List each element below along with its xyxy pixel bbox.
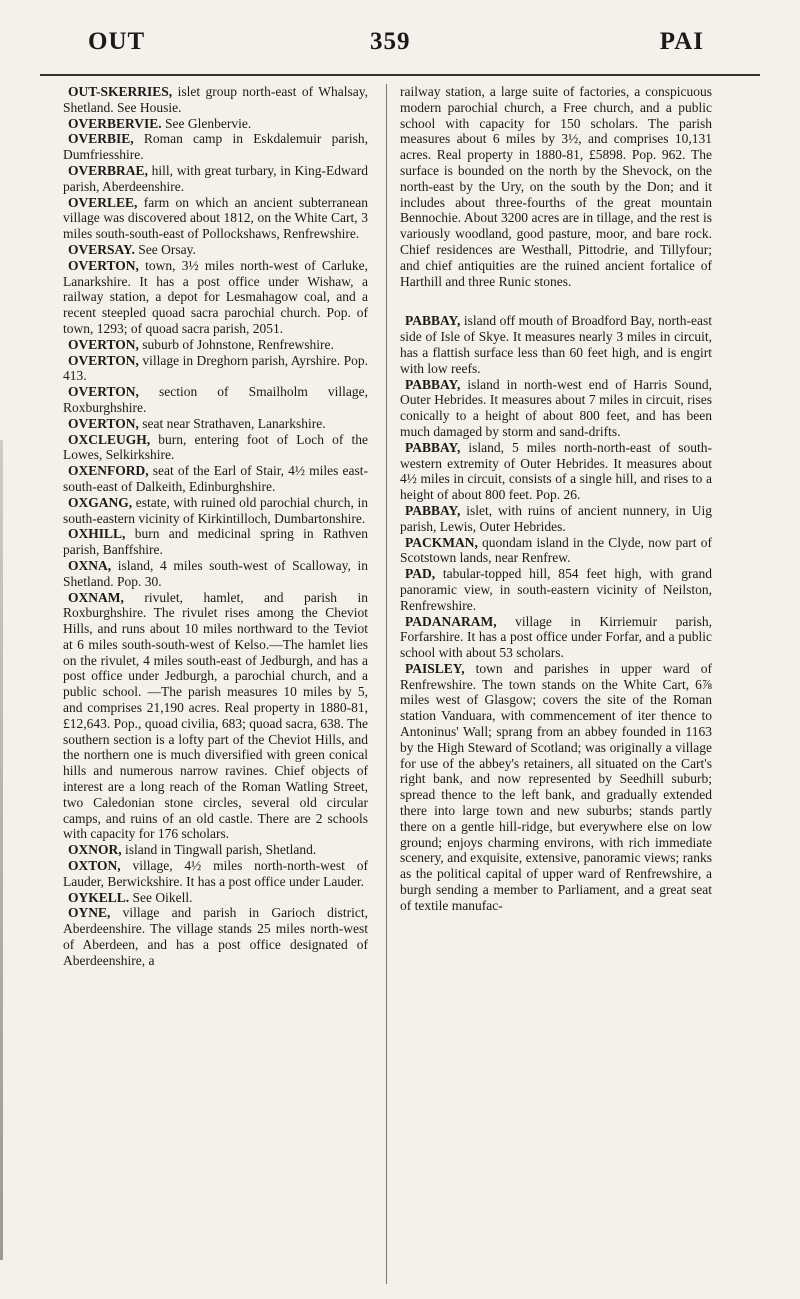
right-column-p-entries xyxy=(400,313,712,913)
entry-text: village in Dreghorn parish, Ayrshire. Pop. 413. xyxy=(63,352,368,384)
entry-text: burn and medicinal spring in Rathven parish, Banffshire. xyxy=(63,526,368,558)
gazetteer-entry xyxy=(63,858,368,890)
entry-text: See Orsay. xyxy=(134,241,196,257)
entry-headword: OVERTON, xyxy=(68,352,139,368)
entry-text: farm on which an ancient subterranean village was discovered about 1812, on the White Cart, 3 miles south-south-east of Pollockshaws, Renfrewshire. xyxy=(63,194,368,242)
entry-text: islet, with ruins of ancient nunnery, in Uig parish, Lewis, Outer Hebrides. xyxy=(400,502,712,534)
gazetteer-entry xyxy=(400,614,712,661)
entry-headword: PABBAY, xyxy=(405,313,461,329)
page-number: 359 xyxy=(370,28,411,55)
entry-text: islet group north-east of Whalsay, Shetland. See Housie. xyxy=(63,84,368,115)
entry-text: island, 4 miles south-west of Scalloway, in Shetland. Pop. 30. xyxy=(63,557,368,589)
gazetteer-entry xyxy=(400,566,712,613)
column-divider xyxy=(386,84,387,1284)
entry-headword: OXTON, xyxy=(68,858,121,874)
gazetteer-entry xyxy=(63,905,368,968)
gazetteer-entry xyxy=(63,84,368,116)
entry-text: rivulet, hamlet, and parish in Roxburghshire. The rivulet rises among the Cheviot Hills, and runs about 10 miles northward to the Teviot at 6 miles south-south-west of Kelso.—The hamlet lies on the rivulet, 4 miles south-east of Jedburgh, and has a post office under Jedburgh, a parochial church, and a public school. —The parish measures 10 miles by 5, and comprises 21,190 acres. Real property in 1880-81, £12,643. Pop., quoad civilia, 683; quoad sacra, 638. The southern section is a lofty part of the Cheviot Hills, and the northern one is much diversified with green conical hills and numerous narrow ravines. Chief objects of interest are a long reach of the Roman Watling Street, two Caledonian stone circles, several old circular camps, and ruins of an old castle. There are 2 schools with capacity for 176 scholars. xyxy=(63,589,368,842)
header-rule xyxy=(40,74,760,76)
gazetteer-entry xyxy=(63,526,368,558)
gazetteer-entry xyxy=(63,384,368,416)
gazetteer-entry xyxy=(63,163,368,195)
entry-headword: OVERBERVIE. xyxy=(68,115,162,131)
gazetteer-entry xyxy=(400,661,712,914)
entry-text: island off mouth of Broadford Bay, north-east side of Isle of Skye. It measures nearly 3 miles in circuit, has a flattish surface less than 60 feet high, and is engirt with low reefs. xyxy=(400,313,712,376)
gazetteer-entry xyxy=(63,258,368,337)
gazetteer-entry xyxy=(63,463,368,495)
entry-headword: OXGANG, xyxy=(68,494,133,510)
gazetteer-entry xyxy=(63,842,368,858)
entry-text: village and parish in Garioch district, Aberdeenshire. The village stands 25 miles north-west of Aberdeen, and has a post office designated of Aberdeenshire, a xyxy=(63,905,368,968)
gazetteer-entry xyxy=(63,116,368,132)
entry-headword: OVERTON, xyxy=(68,384,139,400)
gazetteer-entry xyxy=(400,313,712,376)
entry-text: section of Smailholm village, Roxburghshire. xyxy=(63,384,368,415)
entry-text: Roman camp in Eskdalemuir parish, Dumfriesshire. xyxy=(63,131,368,163)
entry-text: seat near Strathaven, Lanarkshire. xyxy=(138,415,326,431)
gazetteer-entry xyxy=(400,535,712,567)
entry-headword: OXNAM, xyxy=(68,589,124,605)
page-edge-shadow xyxy=(0,440,3,1260)
entry-headword: PABBAY, xyxy=(405,376,461,392)
entry-headword: OYNE, xyxy=(68,905,111,921)
entry-text: island in Tingwall parish, Shetland. xyxy=(121,842,317,858)
entry-headword: OVERTON, xyxy=(68,336,139,352)
entry-text: hill, with great turbary, in King-Edward parish, Aberdeenshire. xyxy=(63,162,368,194)
gazetteer-entry xyxy=(63,353,368,385)
entry-headword: OXENFORD, xyxy=(68,463,149,479)
entry-headword: OVERLEE, xyxy=(68,194,138,210)
gazetteer-entry xyxy=(400,440,712,503)
entry-headword: OVERTON, xyxy=(68,415,139,431)
entry-text: See Glenbervie. xyxy=(161,115,252,131)
entry-headword: OVERBIE, xyxy=(68,131,134,147)
header-left-word: OUT xyxy=(88,28,146,55)
entry-headword: OXNA, xyxy=(68,557,112,573)
left-column xyxy=(63,84,368,969)
entry-headword: OVERSAY. xyxy=(68,241,135,257)
gazetteer-entry xyxy=(63,416,368,432)
running-header xyxy=(0,28,800,62)
entry-text: burn, entering foot of Loch of the Lowes, Selkirkshire. xyxy=(63,431,368,463)
entry-text: seat of the Earl of Stair, 4½ miles east-south-east of Dalkeith, Edinburghshire. xyxy=(63,463,368,494)
entry-text: See Oikell. xyxy=(129,889,193,905)
entry-text: town and parishes in upper ward of Renfrewshire. The town stands on the White Cart, 6⅞ miles west of Glasgow; covers the site of the Roman station Vanduara, with commencement of iter thence to Antoninus' Wall; sprang from an abbey founded in 1163 by the High Steward of Scotland; was originally a village for use of the abbey's retainers, all situated on the Cart's right bank, and now represented by Seedhill suburb; spread thence to the left bank, and gradually extended there into large town and new suburbs; stands partly there on a gentle hill-ridge, but everywhere else on low ground; enjoys charming environs, with rich immediate scenery, and exquisite, extensive, panoramic views; ranks as the political capital of upper ward of Renfrewshire, a burgh sending a member to Parliament, and a great seat of textile manufac- xyxy=(400,660,712,913)
entry-headword: OXNOR, xyxy=(68,842,122,858)
gazetteer-entry xyxy=(63,195,368,242)
entry-headword: PABBAY, xyxy=(405,439,461,455)
entry-headword: OVERBRAE, xyxy=(68,162,148,178)
gazetteer-entry xyxy=(63,558,368,590)
entry-headword: PACKMAN, xyxy=(405,534,478,550)
entry-text: quondam island in the Clyde, now part of Scotstown lands, near Renfrew. xyxy=(400,534,712,566)
entry-headword: OXCLEUGH, xyxy=(68,431,151,447)
entry-headword: OXHILL, xyxy=(68,526,126,542)
gazetteer-entry xyxy=(63,590,368,843)
entry-text: island in north-west end of Harris Sound, Outer Hebrides. It measures about 7 miles in circuit, rises conically to a height of about 800 feet, and has been much damaged by storm and sand-drifts. xyxy=(400,376,712,439)
entry-text: suburb of Johnstone, Renfrewshire. xyxy=(138,336,334,352)
right-column-continuation xyxy=(400,84,712,289)
gazetteer-entry xyxy=(63,495,368,527)
gazetteer-entry xyxy=(400,84,712,289)
entry-text: village, 4½ miles north-north-west of Lauder, Berwickshire. It has a post office under Lauder. xyxy=(63,858,368,889)
gazetteer-entry xyxy=(63,242,368,258)
header-right-word: PAI xyxy=(659,28,704,55)
entry-headword: OYKELL. xyxy=(68,889,130,905)
entry-text: railway station, a large suite of factories, a conspicuous modern parochial church, a Free church, and a public school with capacity for 150 scholars. The parish measures about 6 miles by 3½, and comprises 10,131 acres. Real property in 1880-81, £5898. Pop. 962. The surface is bounded on the north by the Shevock, on the north-east by the Ury, on the south by the Don; and it includes about three-fourths of the great mountain Bennochie. About 3200 acres are in tillage, and the rest is variously woodland, good pasture, moor, and bare rock. Chief residences are Westhall, Pittodrie, and Tillyfour; and chief antiquities are the ruined ancient fortalice of Harthill and three Runic stones. xyxy=(400,84,712,289)
gazetteer-entry xyxy=(63,432,368,464)
entry-text: estate, with ruined old parochial church, in south-eastern vicinity of Kirkintilloch, Dumbartonshire. xyxy=(63,494,368,526)
gazetteer-entry xyxy=(400,503,712,535)
entry-headword: OUT-SKERRIES, xyxy=(68,84,173,99)
entry-headword: PAD, xyxy=(405,566,436,582)
entry-text: village in Kirriemuir parish, Forfarshire. It has a post office under Forfar, and a public school with about 53 scholars. xyxy=(400,613,712,661)
entry-text: town, 3½ miles north-west of Carluke, Lanarkshire. It has a post office under Wishaw, a railway station, a depot for Lesmahagow coal, and a recent steepled quoad sacra parochial church. Pop. of town, 1293; of quoad sacra parish, 2051. xyxy=(63,257,368,336)
entry-headword: PABBAY, xyxy=(405,502,461,518)
gazetteer-entry xyxy=(63,890,368,906)
entry-headword: OVERTON, xyxy=(68,257,139,273)
gazetteer-entry xyxy=(400,377,712,440)
entry-headword: PAISLEY, xyxy=(405,660,465,676)
gazetteer-entry xyxy=(63,337,368,353)
right-column xyxy=(400,84,712,914)
entry-text: tabular-topped hill, 854 feet high, with grand panoramic view, in south-eastern vicinity of Neilston, Renfrewshire. xyxy=(400,566,712,613)
entry-headword: PADANARAM, xyxy=(405,613,497,629)
section-gap xyxy=(400,289,712,313)
entry-text: island, 5 miles north-north-east of south-western extremity of Outer Hebrides. It measures about 4½ miles in circuit, consists of a single hill, and rises to a height of about 800 feet. Pop. 26. xyxy=(400,439,712,503)
gazetteer-entry xyxy=(63,131,368,163)
